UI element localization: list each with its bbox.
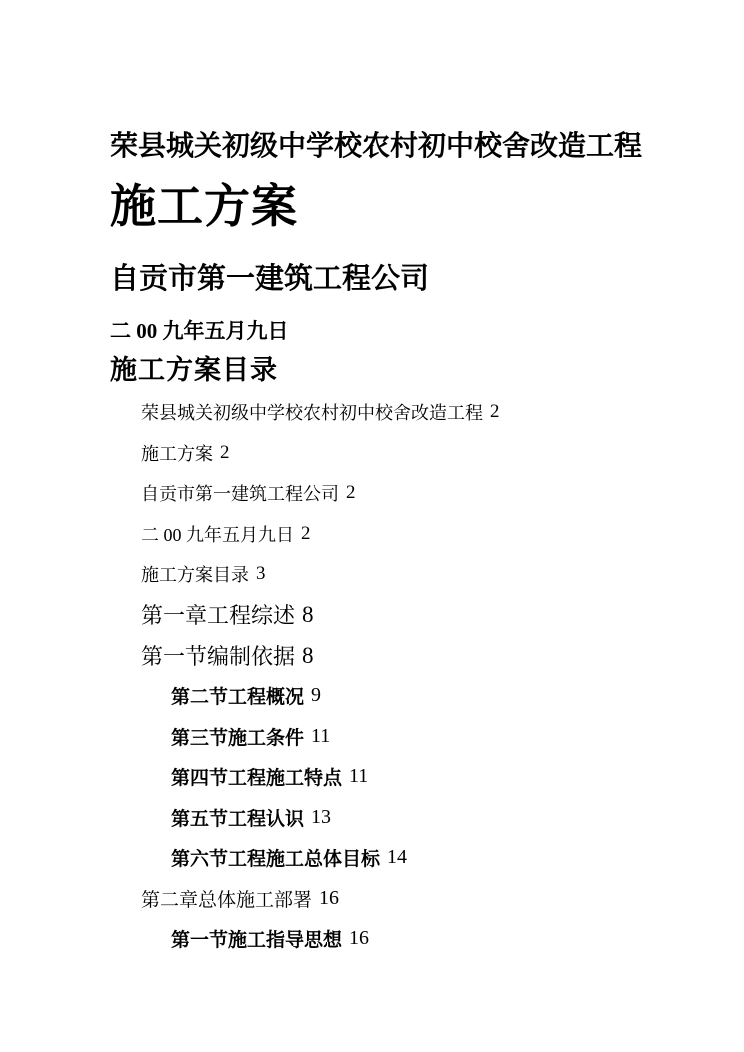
- toc-heading: 施工方案目录: [110, 355, 278, 385]
- toc-entry-page: 16: [319, 886, 339, 909]
- toc-entry: [110, 433, 704, 474]
- toc-entry-text: 第四节工程施工特点: [171, 768, 343, 790]
- toc-entry-text: 二 00 九年五月九日: [141, 524, 294, 545]
- toc-entry: [110, 392, 704, 433]
- toc-entry-text: 第二章总体施工部署: [141, 889, 313, 911]
- toc-entry-page: 2: [346, 482, 356, 504]
- toc-entry: [110, 595, 704, 636]
- toc-entry-text: 自贡市第一建筑工程公司: [141, 484, 339, 505]
- table-of-contents: [110, 392, 704, 959]
- toc-entry-page: 2: [301, 522, 311, 544]
- toc-entry-text: 施工方案目录: [141, 565, 249, 586]
- toc-entry-page: 13: [311, 805, 331, 828]
- toc-entry: [110, 716, 704, 757]
- toc-entry: [110, 676, 704, 717]
- toc-entry: [110, 838, 704, 879]
- toc-entry-text: 第一节编制依据: [141, 643, 296, 669]
- toc-entry-text: 第三节施工条件: [171, 727, 305, 749]
- toc-entry-text: 第六节工程施工总体目标: [171, 849, 381, 871]
- toc-entry-page: 11: [349, 765, 369, 788]
- toc-entry-page: 8: [302, 641, 314, 668]
- toc-entry-text: 荣县城关初级中学校农村初中校舍改造工程: [141, 403, 483, 424]
- toc-entry: [110, 797, 704, 838]
- toc-entry-page: 16: [349, 927, 369, 950]
- toc-entry: [110, 514, 704, 555]
- document-date: 二 00 九年五月九日: [110, 319, 289, 343]
- toc-entry-page: 2: [490, 401, 500, 423]
- document-title-line2: 施工方案: [110, 181, 298, 232]
- toc-entry-page: 2: [220, 441, 230, 463]
- toc-entry: [110, 919, 704, 960]
- toc-entry-text: 施工方案: [141, 443, 213, 464]
- toc-entry: [110, 473, 704, 514]
- toc-entry-text: 第一节施工指导思想: [171, 930, 343, 952]
- toc-entry-text: 第二节工程概况: [171, 687, 305, 709]
- toc-entry-page: 9: [311, 684, 321, 707]
- toc-entry-page: 3: [256, 563, 266, 585]
- toc-entry: [110, 635, 704, 676]
- toc-entry-page: 8: [302, 601, 314, 628]
- toc-entry-text: 第一章工程综述: [141, 603, 296, 629]
- document-title-line1: 荣县城关初级中学校农村初中校舍改造工程: [110, 131, 643, 162]
- toc-entry: [110, 757, 704, 798]
- toc-entry: [110, 554, 704, 595]
- toc-entry-text: 第五节工程认识: [171, 808, 305, 830]
- company-name: 自贡市第一建筑工程公司: [110, 263, 430, 295]
- toc-entry-page: 14: [387, 846, 407, 869]
- toc-entry: [110, 878, 704, 919]
- toc-entry-page: 11: [311, 724, 331, 747]
